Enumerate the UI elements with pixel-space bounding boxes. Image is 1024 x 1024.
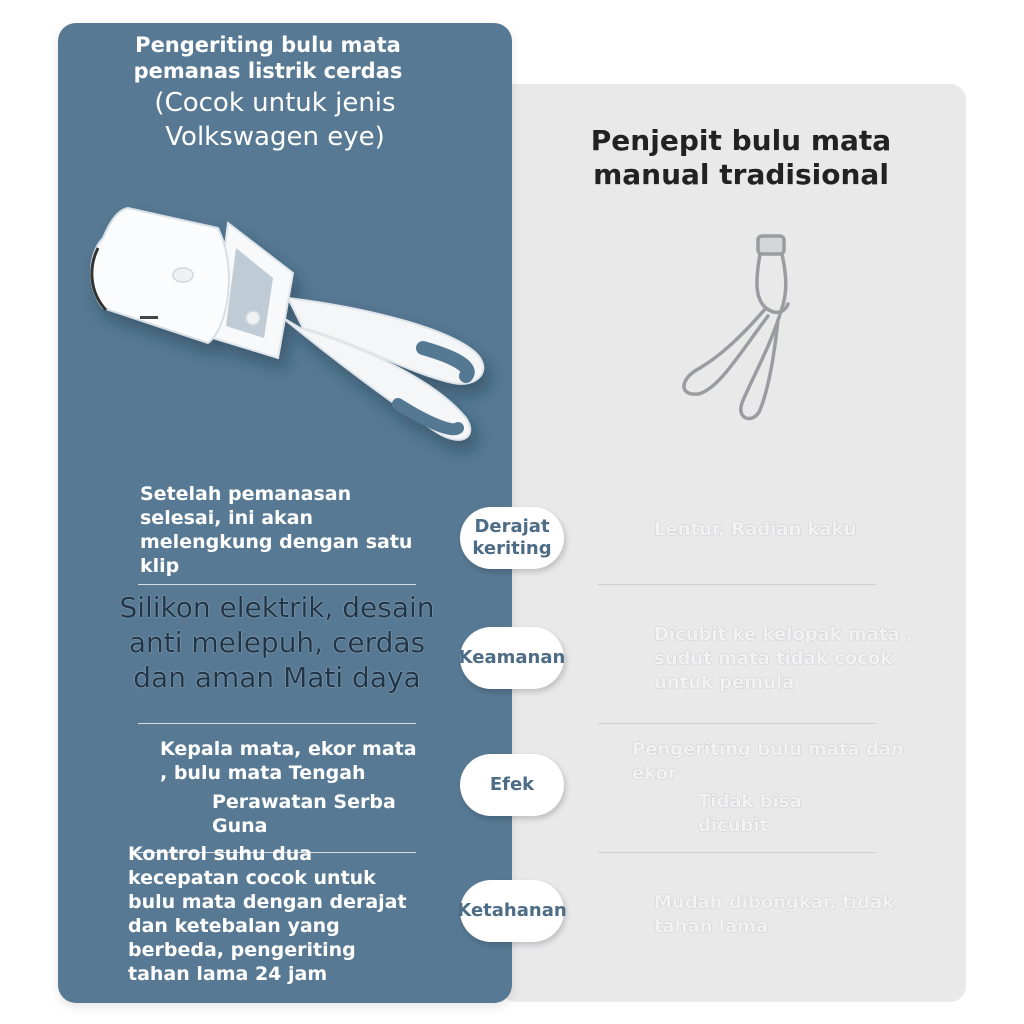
traditional-panel <box>500 84 966 1002</box>
left-divider-2 <box>138 723 416 724</box>
traditional-row-4-text: Mudah dibongkar, tidak tahan lama <box>654 892 895 937</box>
right-divider-3 <box>598 852 876 853</box>
right-divider-1 <box>598 584 876 585</box>
traditional-curler-image <box>670 228 800 428</box>
traditional-row-2-text: Dicubit ke kelopak mata , sudut mata tidak cocok untuk pemula <box>654 624 913 693</box>
traditional-row-3-text-b: Tidak bisa dicubit <box>698 791 802 836</box>
electric-title: Pengeriting bulu mata pemanas listrik cerdas <box>133 33 403 83</box>
electric-curler-image <box>68 178 508 478</box>
label-pill-durability: Ketahanan <box>460 880 564 942</box>
right-divider-2 <box>598 723 876 724</box>
label-pill-safety: Keamanan <box>460 627 564 689</box>
label-pill-curl-degree: Derajat keriting <box>460 507 564 569</box>
traditional-row-3-text-a: Pengeriting bulu mata dan ekor <box>632 739 904 784</box>
electric-row-1-text: Setelah pemanasan selesai, ini akan melengkung dengan satu klip <box>140 483 413 577</box>
label-pill-effect: Efek <box>460 754 564 816</box>
left-divider-1 <box>138 584 416 585</box>
electric-row-3-text-b: Perawatan Serba Guna <box>212 791 396 837</box>
electric-row-3-text-a: Kepala mata, ekor mata , bulu mata Tengah <box>160 738 417 784</box>
electric-row-2-text: Silikon elektrik, desain anti melepuh, cerdas dan aman Mati daya <box>119 591 435 694</box>
electric-subtitle: (Cocok untuk jenis Volkswagen eye) <box>154 88 396 152</box>
electric-row-4-text: Kontrol suhu dua kecepatan cocok untuk bulu mata dengan derajat dan ketebalan yang berbeda, pengeriting tahan lama 24 jam <box>128 843 407 985</box>
traditional-row-1-text: Lentur, Radian kaku <box>654 519 857 540</box>
traditional-title: Penjepit bulu mata manual tradisional <box>590 124 892 191</box>
